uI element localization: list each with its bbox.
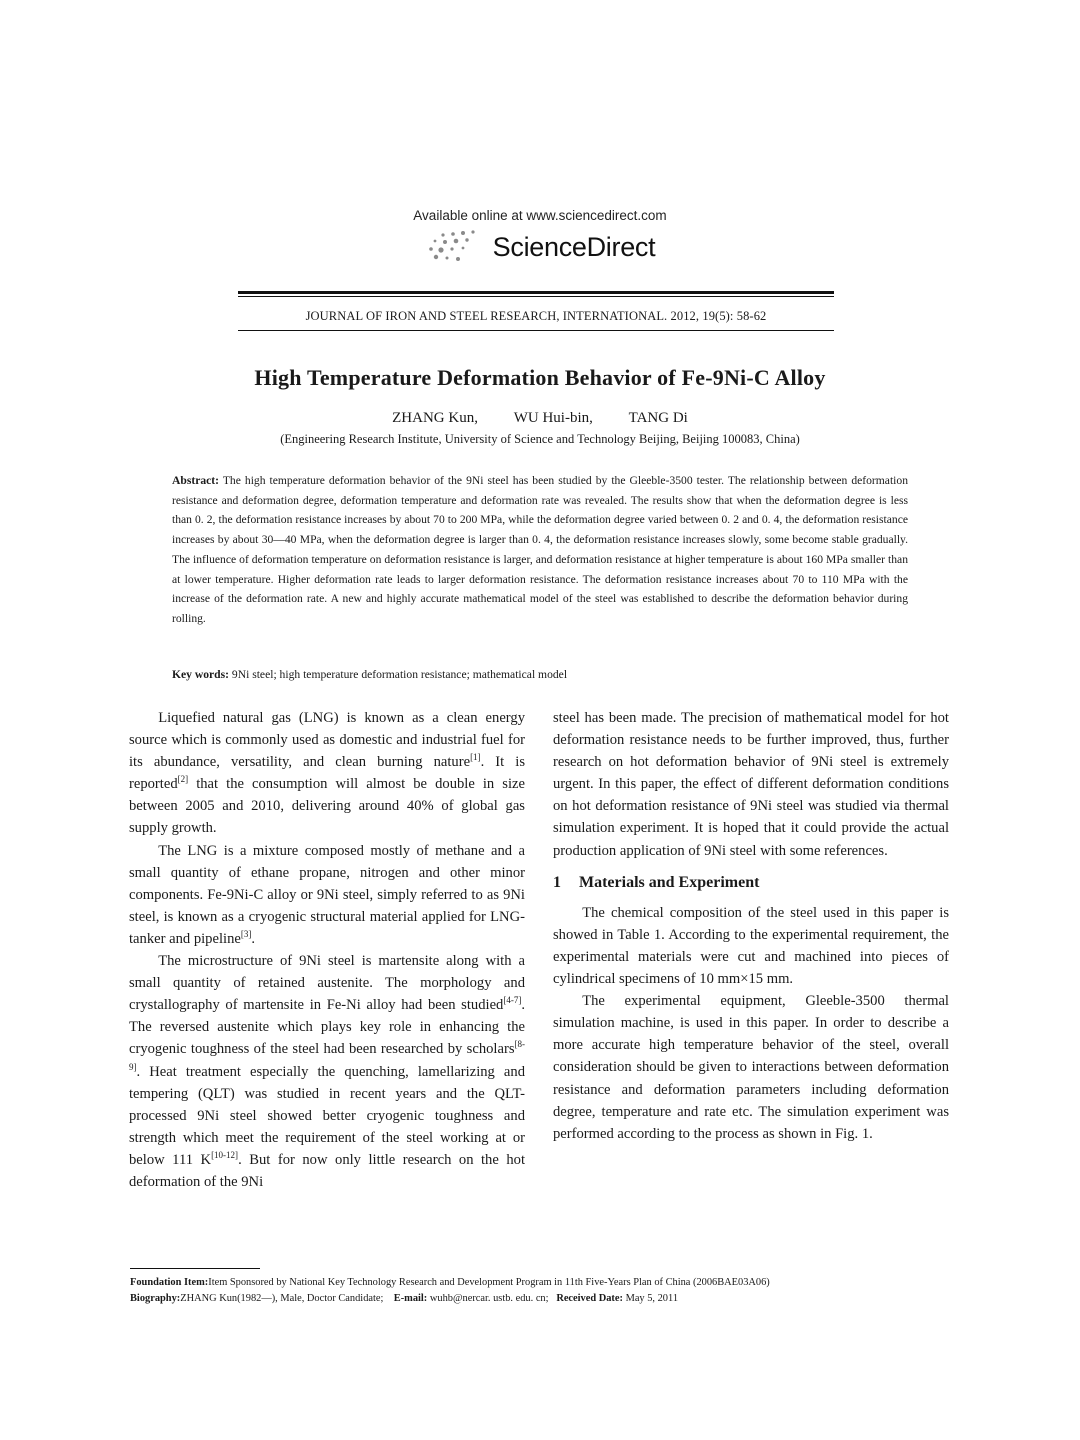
paragraph-text: Liquefied natural gas (LNG) is known as a clean energy source which is commonly used as domestic and industrial fuel for its abundance, versatility, and clean burning nature xyxy=(129,710,525,771)
paragraph-text: that the consumption will almost be double in size between 2005 and 2010, delivering around 40% of global gas supply growth. xyxy=(129,776,525,837)
header-rule-thin xyxy=(238,296,834,297)
author-name: WU Hui-bin, xyxy=(513,410,593,426)
footnote-rule xyxy=(130,1268,260,1269)
keywords xyxy=(172,668,908,681)
citation-ref: [8-9] xyxy=(129,1039,525,1072)
received-date-text: May 5, 2011 xyxy=(625,1293,679,1304)
journal-citation-bar xyxy=(238,291,834,331)
paragraph-text: . The reversed austenite which plays key role in enhancing the cryogenic toughness of the steel had been researched by scholars xyxy=(129,997,525,1058)
paragraph-text: The LNG is a mixture composed mostly of methane and a small quantity of ethane propane, nitrogen and other minor components. Fe-9Ni-C alloy or 9Ni steel, simply referred to as 9Ni steel, is known as a cryogenic structural material applied for LNG-tanker and pipeline xyxy=(129,842,525,947)
citation-ref: [10-12] xyxy=(211,1150,239,1161)
body-paragraph xyxy=(129,840,525,950)
paragraph-text: . But for now only little research on the hot deformation of the 9Ni xyxy=(129,1151,526,1190)
header-rule-thick xyxy=(238,291,834,294)
author-list xyxy=(0,410,1080,427)
header-rule-bottom xyxy=(238,330,834,331)
section-heading xyxy=(553,872,949,894)
biography-label: Biography: xyxy=(130,1293,181,1304)
author-name: TANG Di xyxy=(628,410,688,426)
body-paragraph xyxy=(129,950,525,1193)
author-affiliation: (Engineering Research Institute, University of Science and Technology Beijing, Beijing 100083, China) xyxy=(280,432,800,446)
citation-ref: [3] xyxy=(240,929,252,940)
body-column-right xyxy=(553,707,949,1145)
foundation-text: Item Sponsored by National Key Technology Research and Development Program in 11th Five-Years Plan of China (2006BAE03A06) xyxy=(208,1277,770,1288)
abstract-text: The high temperature deformation behavior of the 9Ni steel has been studied by the Gleeble-3500 tester. The relationship between deformation resistance and deformation degree, deformation temperature and deformation rate was revealed. The results show that when the deformation degree is less than 0. 2, the deformation resistance increases by about 70 to 200 MPa, while the deformation degree varied between 0. 2 and 0. 4, the deformation resistance increases by about 30—40 MPa, when the deformation degree is larger than 0. 4, the deformation resistance increases slowly, some become stable gradually. The influence of deformation temperature on deformation resistance is larger, and deformation resistance at higher temperature is about 160 MPa smaller than at lower temperature. Higher deformation rate leads to larger deformation resistance. The deformation resistance increases about 70 to 110 MPa with the increase of the deformation rate. A new and highly accurate mathematical model of the steel was established to describe the deformation behavior during rolling. xyxy=(172,474,908,625)
biography-line xyxy=(130,1291,950,1307)
body-paragraph: The chemical composition of the steel used in this paper is showed in Table 1. According to the experimental requirement, the experimental materials were cut and machined into pieces of cylindrical specimens of 10 mm×15 mm. xyxy=(553,904,949,988)
available-online-line: Available online at www.sciencedirect.com xyxy=(413,208,667,223)
author-name: ZHANG Kun, xyxy=(392,410,478,426)
journal-citation: JOURNAL OF IRON AND STEEL RESEARCH, INTERNATIONAL. 2012, 19(5): 58-62 xyxy=(305,309,767,323)
paragraph-text: . xyxy=(251,930,255,947)
sciencedirect-brand xyxy=(0,229,1080,265)
email-text: wuhb@nercar. ustb. edu. cn; xyxy=(429,1293,549,1304)
foundation-line xyxy=(130,1275,950,1291)
body-paragraph: The experimental equipment, Gleeble-3500 thermal simulation machine, is used in this paper. In order to describe a more accurate high temperature behavior of the steel, overall consideration should be given to interactions between deformation resistance and deformation parameters including deformation degree, temperature and rate etc. The simulation experiment was performed according to the process as shown in Fig. 1. xyxy=(553,993,949,1142)
keywords-text: 9Ni steel; high temperature deformation resistance; mathematical model xyxy=(231,668,568,681)
abstract-label: Abstract: xyxy=(172,474,220,487)
body-column-left xyxy=(129,707,525,1193)
citation-ref: [4-7] xyxy=(503,995,522,1006)
article-title: High Temperature Deformation Behavior of Fe-9Ni-C Alloy xyxy=(254,365,826,390)
abstract xyxy=(172,471,908,629)
body-paragraph xyxy=(129,707,525,840)
received-date-label: Received Date: xyxy=(556,1293,623,1304)
sciencedirect-wordmark: ScienceDirect xyxy=(492,231,656,262)
paragraph-text: The microstructure of 9Ni steel is martensite along with a small quantity of retained austenite. The morphology and crystallography of martensite in Fe-Ni alloy had been studied xyxy=(129,953,525,1014)
sciencedirect-header xyxy=(0,208,1080,265)
section-title: Materials and Experiment xyxy=(579,873,760,891)
citation-ref: [2] xyxy=(177,774,189,785)
citation-ref: [1] xyxy=(470,752,481,763)
email-label: E-mail: xyxy=(393,1293,428,1304)
footnote xyxy=(130,1268,950,1307)
section-number: 1 xyxy=(553,873,561,891)
body-paragraph: steel has been made. The precision of mathematical model for hot deformation resistance needs to be further improved, thus, further research on hot deformation behavior of 9Ni steel is extremely urgent. In this paper, the effect of different deformation conditions on hot deformation resistance of 9Ni steel was studied via thermal simulation experiment. It is hoped that it could provide the actual production application of 9Ni steel with some references. xyxy=(553,710,949,859)
paragraph-text: . Heat treatment especially the quenching, lamellarizing and tempering (QLT) was studied in recent years and the QLT-processed 9Ni steel showed better cryogenic toughness and strength which meet the requirement of the steel working at or below 111 K xyxy=(129,1063,525,1168)
foundation-label: Foundation Item: xyxy=(130,1277,209,1288)
biography-text: ZHANG Kun(1982—), Male, Doctor Candidate; xyxy=(180,1293,384,1304)
sciencedirect-logo-icon xyxy=(425,229,483,265)
paragraph-text: . It is reported xyxy=(129,754,526,793)
keywords-label: Key words: xyxy=(172,668,229,681)
